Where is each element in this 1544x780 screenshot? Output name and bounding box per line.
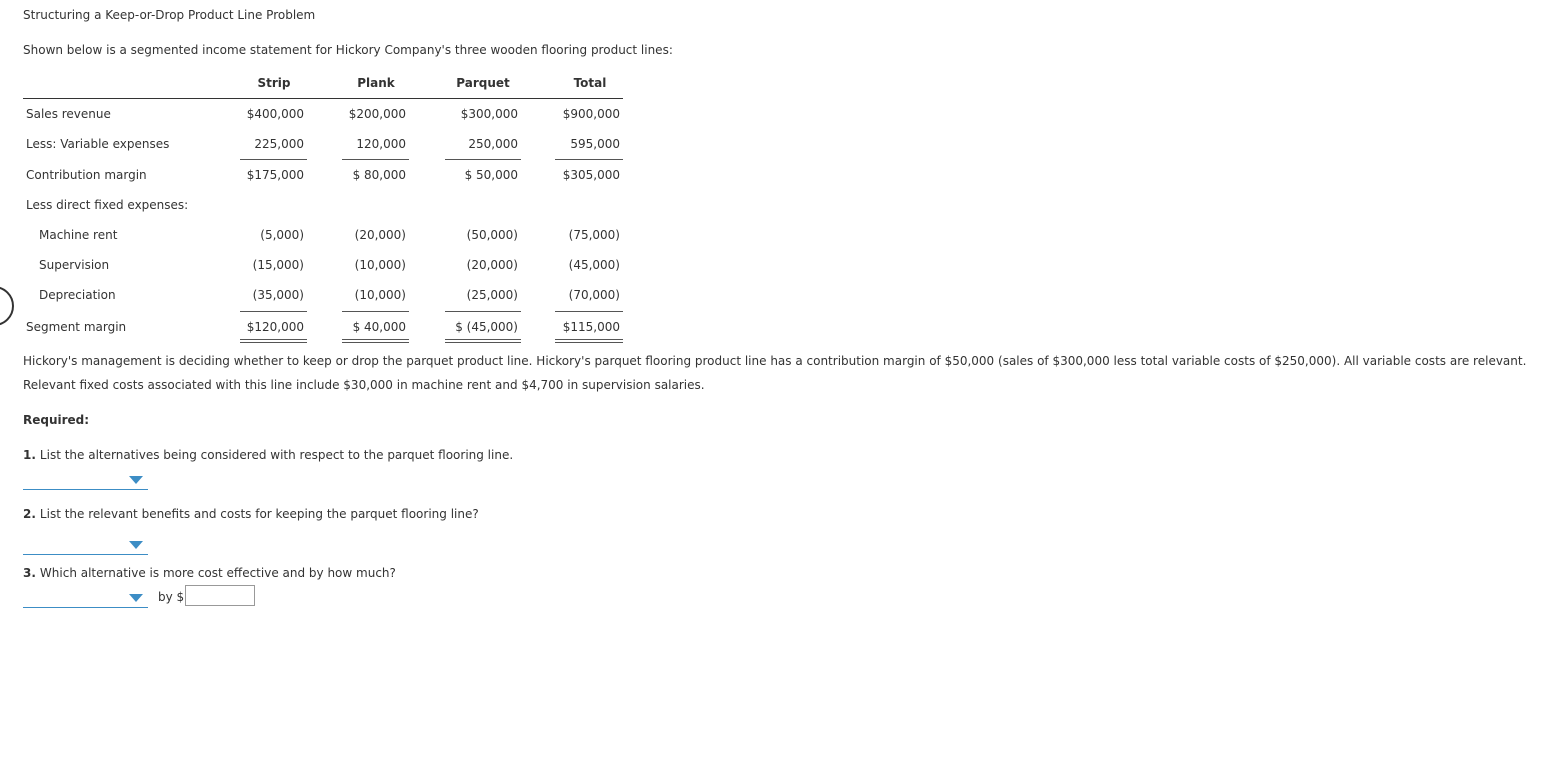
table-cell: 250,000 (468, 137, 518, 151)
table-cell: (10,000) (354, 258, 406, 272)
table-cell: 595,000 (570, 137, 620, 151)
row-label-direct-fixed-expenses: Less direct fixed expenses: (26, 198, 189, 212)
question-1 (23, 448, 513, 462)
table-cell: (45,000) (568, 258, 620, 272)
scenario-text-line-1: Hickory's management is deciding whether to keep or drop the parquet product line. Hickory's parquet flooring product line has a contribution margin of $50,000 (sales of $300,000 less total variable costs of $250,000). All variable costs are relevant. (23, 354, 1527, 368)
table-cell: 225,000 (254, 137, 304, 151)
table-cell: $120,000 (246, 320, 304, 334)
chevron-down-icon[interactable] (129, 541, 143, 549)
table-cell: (25,000) (466, 288, 518, 302)
question-text: Which alternative is more cost effective and by how much? (39, 566, 396, 580)
header-strip: Strip (257, 76, 291, 90)
required-heading: Required: (23, 413, 90, 427)
subtotal-rule (240, 159, 307, 160)
question-number: 3. (23, 566, 36, 580)
header-total: Total (573, 76, 607, 90)
question-3 (23, 566, 396, 580)
q3-amount-input[interactable] (185, 585, 255, 606)
row-label-depreciation: Depreciation (39, 288, 116, 302)
total-double-rule (342, 339, 409, 343)
table-cell: $200,000 (348, 107, 406, 121)
subtotal-rule (342, 311, 409, 312)
subtotal-rule (240, 311, 307, 312)
table-cell: (70,000) (568, 288, 620, 302)
total-double-rule (555, 339, 623, 343)
scenario-text-line-2: Relevant fixed costs associated with this line include $30,000 in machine rent and $4,700 in supervision salaries. (23, 378, 705, 392)
table-cell: $ 80,000 (352, 168, 406, 182)
table-cell: (50,000) (466, 228, 518, 242)
subtotal-rule (555, 311, 623, 312)
row-label-segment-margin: Segment margin (26, 320, 127, 334)
table-cell: (5,000) (260, 228, 304, 242)
row-label-sales-revenue: Sales revenue (26, 107, 111, 121)
table-cell: 120,000 (356, 137, 406, 151)
q3-by-label: by $ (158, 590, 185, 604)
table-cell: $400,000 (246, 107, 304, 121)
question-text: List the alternatives being considered with respect to the parquet flooring line. (39, 448, 514, 462)
question-number: 1. (23, 448, 36, 462)
row-label-variable-expenses: Less: Variable expenses (26, 137, 170, 151)
total-double-rule (240, 339, 307, 343)
table-cell: $900,000 (562, 107, 620, 121)
q1-alternatives-dropdown[interactable] (23, 473, 148, 490)
q2-benefits-costs-dropdown[interactable] (23, 538, 148, 555)
header-parquet: Parquet (456, 76, 510, 90)
row-label-machine-rent: Machine rent (39, 228, 118, 242)
header-rule (23, 98, 623, 99)
table-cell: (20,000) (466, 258, 518, 272)
side-navigation-circle (0, 286, 14, 326)
chevron-down-icon[interactable] (129, 594, 143, 602)
table-cell: $115,000 (562, 320, 620, 334)
q3-alternative-dropdown[interactable] (23, 591, 148, 608)
row-label-supervision: Supervision (39, 258, 110, 272)
table-cell: $305,000 (562, 168, 620, 182)
table-cell: $175,000 (246, 168, 304, 182)
subtotal-rule (445, 311, 521, 312)
table-cell: (15,000) (252, 258, 304, 272)
table-cell: $ 40,000 (352, 320, 406, 334)
table-cell: (35,000) (252, 288, 304, 302)
intro-text: Shown below is a segmented income statement for Hickory Company's three wooden flooring product lines: (23, 43, 673, 57)
subtotal-rule (445, 159, 521, 160)
question-number: 2. (23, 507, 36, 521)
table-cell: $ 50,000 (464, 168, 518, 182)
question-text: List the relevant benefits and costs for keeping the parquet flooring line? (39, 507, 479, 521)
table-cell: $ (45,000) (455, 320, 518, 334)
subtotal-rule (555, 159, 623, 160)
table-cell: $300,000 (460, 107, 518, 121)
row-label-contribution-margin: Contribution margin (26, 168, 147, 182)
chevron-down-icon[interactable] (129, 476, 143, 484)
page-title: Structuring a Keep-or-Drop Product Line Problem (23, 8, 316, 22)
question-2 (23, 507, 479, 521)
header-plank: Plank (357, 76, 395, 90)
table-cell: (10,000) (354, 288, 406, 302)
table-cell: (75,000) (568, 228, 620, 242)
subtotal-rule (342, 159, 409, 160)
table-cell: (20,000) (354, 228, 406, 242)
total-double-rule (445, 339, 521, 343)
